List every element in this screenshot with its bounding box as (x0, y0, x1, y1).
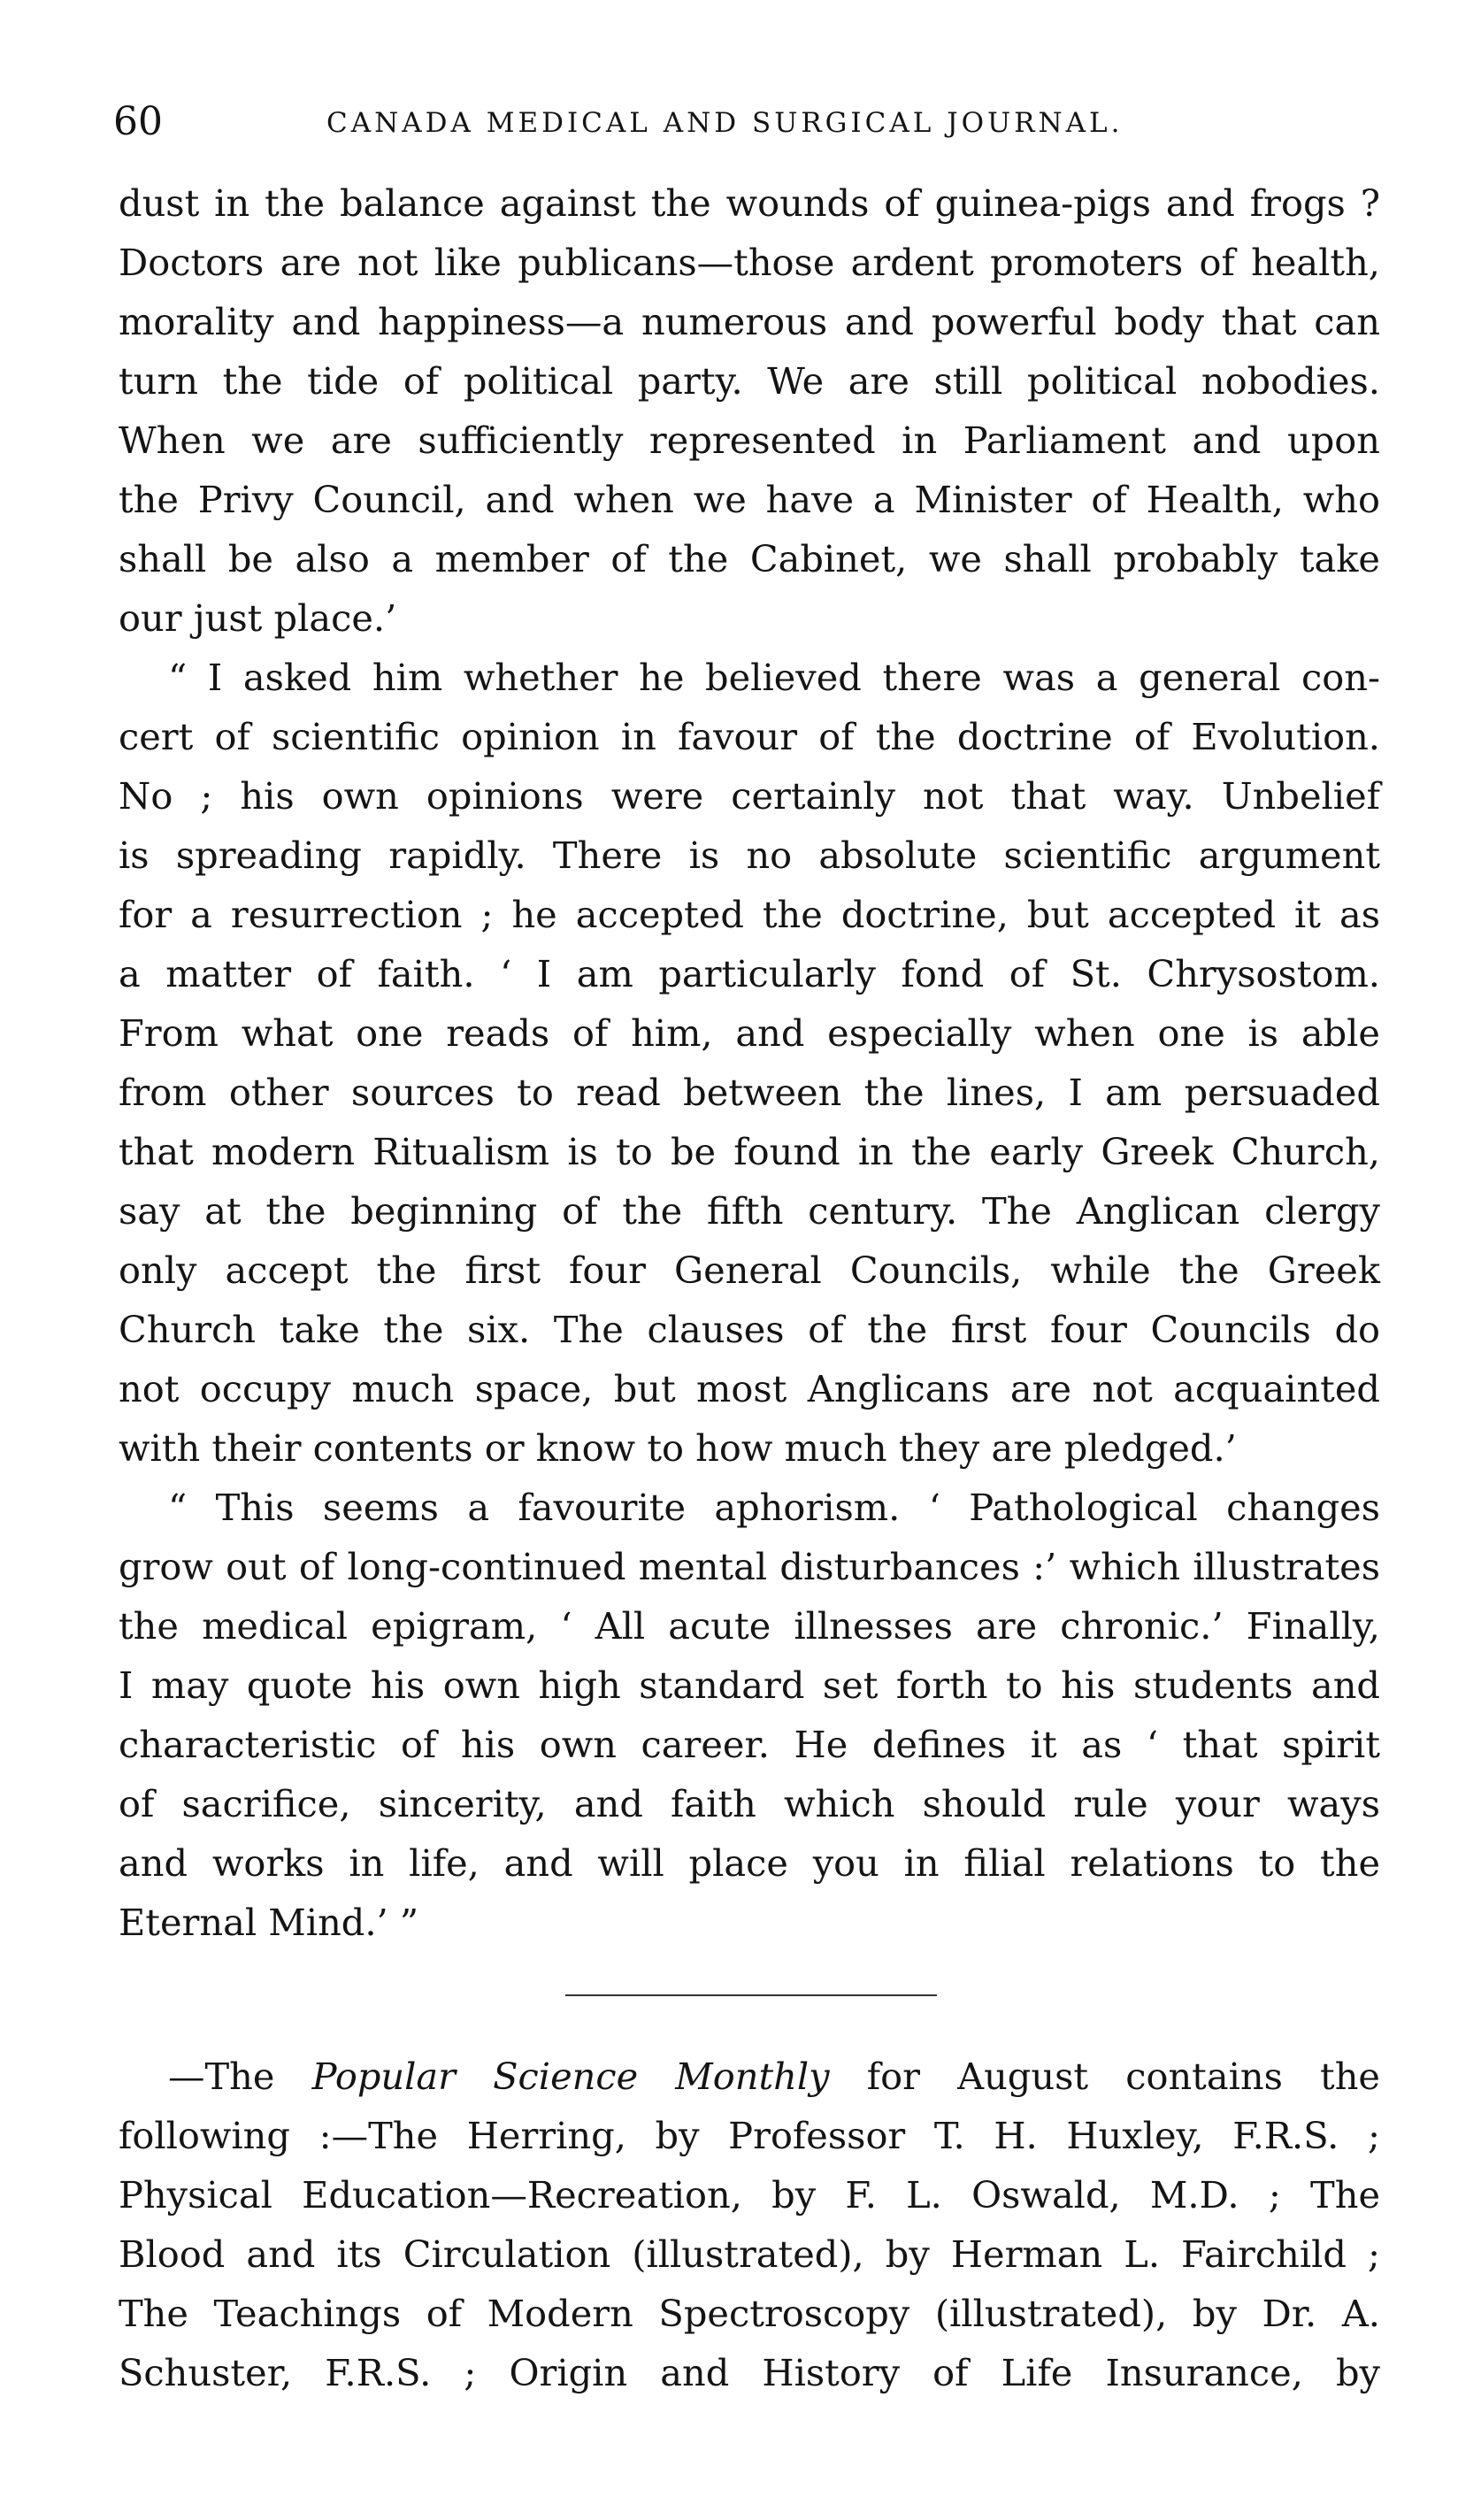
text-line: Schuster, F.R.S. ; Origin and History of Life Insurance, by (119, 2351, 1380, 2394)
text-line: Doctors are not like publicans—those ardent promoters of health, (119, 241, 1380, 284)
text-line: No ; his own opinions were certainly not that way. Unbelief (119, 774, 1380, 818)
text-line: with their contents or know to how much they are pledged.’ (119, 1426, 1237, 1470)
text-line: not occupy much space, but most Anglicans are not acquainted (119, 1367, 1380, 1410)
paragraph-aphorism (119, 1478, 1380, 1952)
text-line (119, 2047, 1380, 2106)
text-line: for a resurrection ; he accepted the doctrine, but accepted it as (119, 893, 1380, 936)
text-line: the medical epigram, ‘ All acute illnesses are chronic.’ Finally, (119, 1604, 1380, 1648)
text-line: grow out of long-continued mental disturbances :’ which illustrates (119, 1545, 1380, 1588)
text-line: and works in life, and will place you in filial relations to the (119, 1841, 1380, 1885)
article-body (119, 173, 1380, 2402)
paragraph-continuation (119, 173, 1380, 648)
text-line: following :—The Herring, by Professor T. H. Huxley, F.R.S. ; (119, 2114, 1380, 2157)
text-line: shall be also a member of the Cabinet, we shall probably take (119, 537, 1380, 580)
text-line: say at the beginning of the fifth century. The Anglican clergy (119, 1189, 1380, 1233)
running-head: CANADA MEDICAL AND SURGICAL JOURNAL. (326, 107, 1124, 139)
text-line: from other sources to read between the lines, I am persuaded (119, 1071, 1380, 1114)
text-fragment: for August contains the (829, 2055, 1380, 2098)
text-line: dust in the balance against the wounds of guinea-pigs and frogs ? (119, 181, 1380, 225)
paragraph-evolution (119, 648, 1380, 1478)
text-line: the Privy Council, and when we have a Minister of Health, who (119, 478, 1380, 521)
text-line: Physical Education—Recreation, by F. L. Oswald, M.D. ; The (119, 2173, 1380, 2217)
text-line: turn the tide of political party. We are still political nobodies. (119, 359, 1380, 403)
text-line: “ I asked him whether he believed there was a general con- (168, 656, 1380, 699)
text-fragment: —The (168, 2055, 312, 2098)
text-line: When we are sufficiently represented in Parliament and upon (119, 419, 1380, 462)
text-line: Blood and its Circulation (illustrated), by Herman L. Fairchild ; (119, 2232, 1380, 2276)
text-line: cert of scientific opinion in favour of the doctrine of Evolution. (119, 715, 1380, 758)
text-line: morality and happiness—a numerous and powerful body that can (119, 300, 1380, 343)
page-number: 60 (113, 99, 163, 144)
text-line: only accept the first four General Councils, while the Greek (119, 1248, 1380, 1292)
text-line: characteristic of his own career. He defines it as ‘ that spirit (119, 1723, 1380, 1766)
text-line: The Teachings of Modern Spectroscopy (illustrated), by Dr. A. (119, 2292, 1380, 2335)
divider-rule (565, 1994, 937, 1996)
text-line: our just place.’ (119, 596, 397, 640)
text-line: that modern Ritualism is to be found in the early Greek Church, (119, 1130, 1380, 1173)
journal-title: Popular Science Monthly (311, 2055, 830, 2098)
paragraph-popular-science (119, 2047, 1380, 2402)
section-divider (119, 1952, 1380, 2047)
text-line: Church take the six. The clauses of the first four Councils do (119, 1308, 1380, 1351)
text-line: is spreading rapidly. There is no absolute scientific argument (119, 834, 1380, 877)
text-line: “ This seems a favourite aphorism. ‘ Pathological changes (168, 1486, 1380, 1529)
page-header (113, 96, 1387, 149)
text-line: Eternal Mind.’ ” (119, 1901, 419, 1944)
text-line: From what one reads of him, and especially when one is able (119, 1011, 1380, 1055)
text-line: of sacrifice, sincerity, and faith which should rule your ways (119, 1782, 1380, 1825)
text-line: I may quote his own high standard set forth to his students and (119, 1663, 1380, 1707)
text-line: a matter of faith. ‘ I am particularly fond of St. Chrysostom. (119, 952, 1380, 995)
